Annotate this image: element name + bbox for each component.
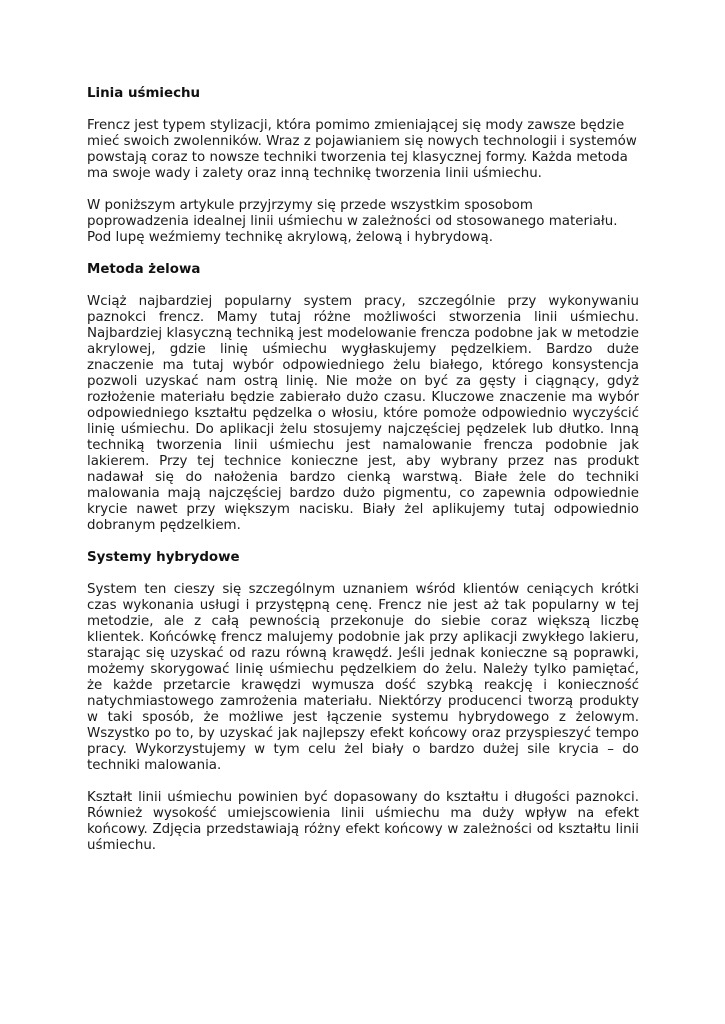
intro-paragraph-1: Frencz jest typem stylizacji, która pomimo zmieniającej się mody zawsze będzie mieć swoich zwolenników. Wraz z pojawianiem się nowych technologii i systemów powstają coraz to nowsze techniki tworzenia tej klasycznej formy. Każda metoda ma swoje wady i zalety oraz inną technikę tworzenia linii uśmiechu. xyxy=(87,118,637,181)
heading-metoda-zelowa: Metoda żelowa xyxy=(87,262,201,277)
heading-linia-usmiechu: Linia uśmiechu xyxy=(87,86,201,101)
document-page xyxy=(87,86,639,870)
heading-systemy-hybrydowe: Systemy hybrydowe xyxy=(87,550,240,565)
hybrid-systems-paragraph-1: System ten cieszy się szczególnym uznaniem wśród klientów ceniących krótki czas wykonania usługi i przystępną cenę. Frencz nie jest aż tak popularny w tej metodzie, ale z całą pewnością przekonuje do siebie coraz większą liczbę klientek. Końcówkę frencz malujemy podobnie jak przy aplikacji zwykłego lakieru, starając się uzyskać od razu równą krawędź. Jeśli jednak konieczne są poprawki, możemy skorygować linię uśmiechu pędzelkiem do żelu. Należy tylko pamiętać, że każde przetarcie krawędzi wymusza dość szybką reakcję i konieczność natychmiastowego zamrożenia materiału. Niektórzy producenci tworzą produkty w taki sposób, że możliwe jest łączenie systemu hybrydowego z żelowym. Wszystko po to, by uzyskać jak najlepszy efekt końcowy oraz przyspieszyć tempo pracy. Wykorzystujemy w tym celu żel biały o bardzo dużej sile krycia – do techniki malowania. xyxy=(87,582,639,773)
hybrid-systems-paragraph-2: Kształt linii uśmiechu powinien być dopasowany do kształtu i długości paznokci. Również wysokość umiejscowienia linii uśmiechu ma duży wpływ na efekt końcowy. Zdjęcia przedstawiają różny efekt końcowy w zależności od kształtu linii uśmiechu. xyxy=(87,790,639,853)
gel-method-paragraph: Wciąż najbardziej popularny system pracy, szczególnie przy wykonywaniu paznokci frencz. Mamy tutaj różne możliwości stworzenia linii uśmiechu. Najbardziej klasyczną techniką jest modelowanie frencza podobne jak w metodzie akrylowej, gdzie linię uśmiechu wygłaskujemy pędzelkiem. Bardzo duże znaczenie ma tutaj wybór odpowiedniego żelu białego, którego konsystencja pozwoli uzyskać nam ostrą linię. Nie może on być za gęsty i ciągnący, gdyż rozłożenie materiału będzie zabierało dużo czasu. Kluczowe znaczenie ma wybór odpowiedniego kształtu pędzelka o włosiu, które pomoże odpowiednio wyczyścić linię uśmiechu. Do aplikacji żelu stosujemy najczęściej pędzelek lub dłutko. Inną techniką tworzenia linii uśmiechu jest namalowanie frencza podobnie jak lakierem. Przy tej technice konieczne jest, aby wybrany przez nas produkt nadawał się do nałożenia bardzo cienką warstwą. Białe żele do techniki malowania mają najczęściej bardzo dużo pigmentu, co zapewnia odpowiednie krycie nawet przy większym nacisku. Biały żel aplikujemy tutaj odpowiednio dobranym pędzelkiem. xyxy=(87,294,639,533)
intro-paragraph-2: W poniższym artykule przyjrzymy się przede wszystkim sposobom poprowadzenia idealnej linii uśmiechu w zależności od stosowanego materiału. Pod lupę weźmiemy technikę akrylową, żelową i hybrydową. xyxy=(87,198,618,245)
